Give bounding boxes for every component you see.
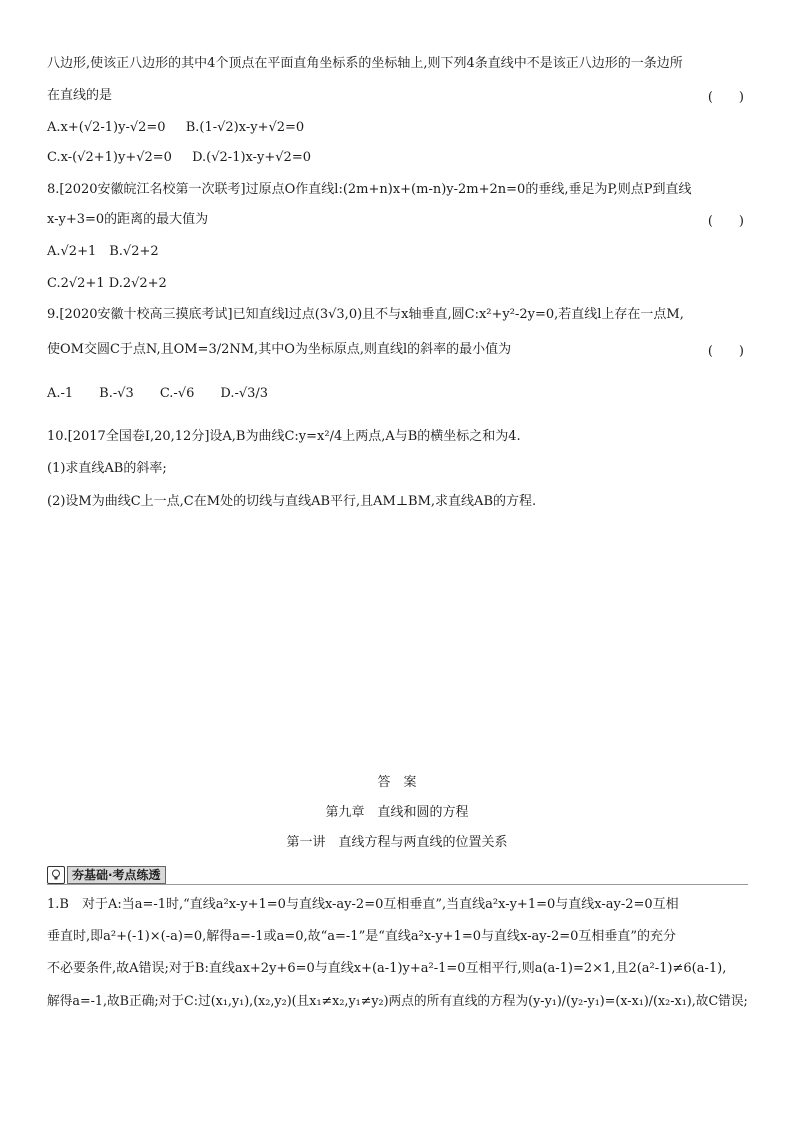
practice-tag-label: 夯基础·考点练透 [67,866,166,884]
practice-tag [47,866,166,884]
q8-options-ab: A.√2+1 B.√2+2 [47,244,159,259]
answer1-line3: 不必要条件,故A错误;对于B:直线ax+2y+6=0与直线x+(a-1)y+a²-1=0互相平行,则a(a-1)=2×1,且2(a²-1)≠6(a-1), [47,961,727,976]
section-title: 第一讲 直线方程与两直线的位置关系 [286,835,508,850]
q8-stem-line2: x-y+3=0的距离的最大值为 [47,212,209,227]
q7-option-c: C.x-(√2+1)y+√2=0 [47,150,172,165]
q8-options-cd: C.2√2+1 D.2√2+2 [47,276,167,291]
q8-stem-line1: 8.[2020安徽皖江名校第一次联考]过原点O作直线l:(2m+n)x+(m-n)y-2m+2n=0的垂线,垂足为P,则点P到直线 [47,182,692,197]
q10-part2: (2)设M为曲线C上一点,C在M处的切线与直线AB平行,且AM⊥BM,求直线AB的方程. [47,494,537,509]
q7-stem-line1: 八边形,使该正八边形的其中4个顶点在平面直角坐标系的坐标轴上,则下列4条直线中不是该正八边形的一条边所 [47,56,683,71]
q7-option-a: A.x+(√2-1)y-√2=0 [47,120,166,135]
q7-answer-blank: ( ) [707,90,744,105]
q7-options-cd [47,148,748,168]
q10-part1: (1)求直线AB的斜率; [47,461,167,476]
answer1-line1: 1.B 对于A:当a=-1时,“直线a²x-y+1=0与直线x-ay-2=0互相垂直”,当直线a²x-y+1=0与直线x-ay-2=0互相 [47,897,679,912]
q10-stem: 10.[2017全国卷Ⅰ,20,12分]设A,B为曲线C:y=x²/4上两点,A与B的横坐标之和为4. [47,429,521,444]
q7-options-ab [47,118,748,138]
tag-divider [47,884,748,885]
answer-heading: 答 案 [377,775,417,790]
q8-answer-blank: ( ) [707,214,744,229]
chapter-title: 第九章 直线和圆的方程 [325,805,469,820]
q7-option-b: B.(1-√2)x-y+√2=0 [185,120,305,135]
q9-stem-line2: 使OM交圆C于点N,且OM=3/2NM,其中O为坐标原点,则直线l的斜率的最小值为 [47,342,512,357]
q7-stem-line2: 在直线的是 [47,88,113,103]
q9-stem-line1: 9.[2020安徽十校高三摸底考试]已知直线l过点(3√3,0)且不与x轴垂直,圆C:x²+y²-2y=0,若直线l上存在一点M, [47,307,684,322]
answer1-line4: 解得a=-1,故B正确;对于C:过(x₁,y₁),(x₂,y₂)(且x₁≠x₂,y₁≠y₂)两点的所有直线的方程为(y-y₁)/(y₂-y₁)=(x-x₁)/(x₂-x₁),故C错误; [47,994,748,1009]
q9-answer-blank: ( ) [707,344,744,359]
lightbulb-icon [47,866,65,884]
q7-option-d: D.(√2-1)x-y+√2=0 [192,150,311,165]
q9-options: A.-1 B.-√3 C.-√6 D.-√3/3 [47,386,269,401]
answer1-line2: 垂直时,即a²+(-1)×(-a)=0,解得a=-1或a=0,故“a=-1”是“直线a²x-y+1=0与直线x-ay-2=0互相垂直”的充分 [47,929,677,944]
